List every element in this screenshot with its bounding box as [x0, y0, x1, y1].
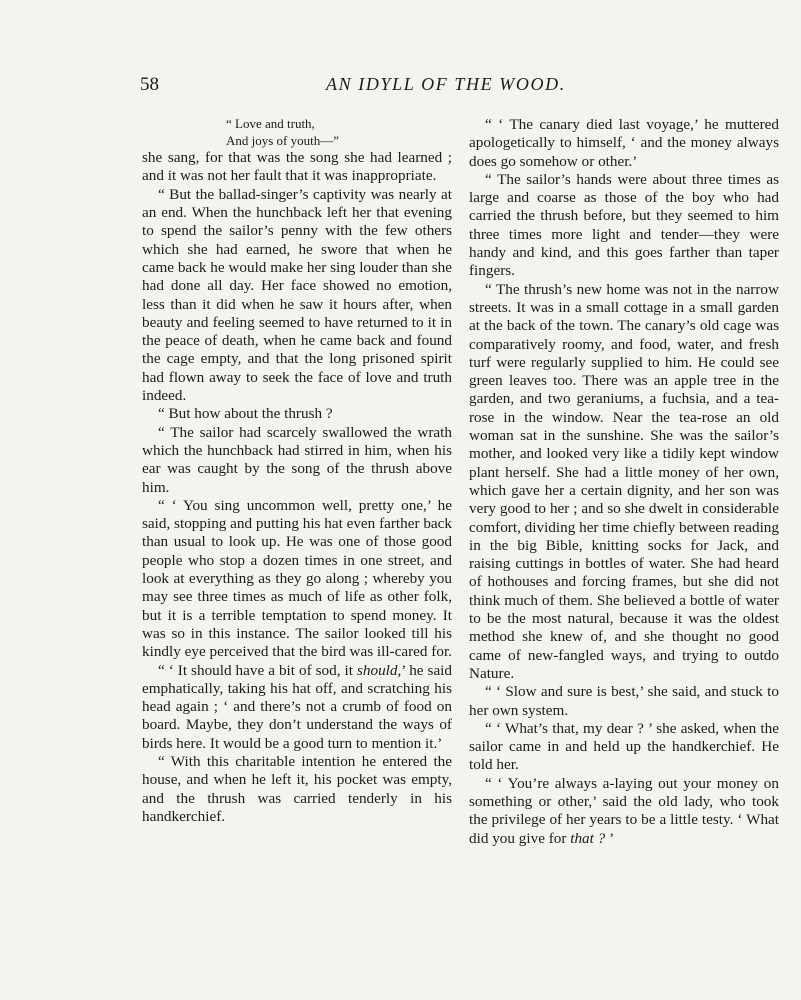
verse-line-1: “ Love and truth,: [226, 116, 315, 131]
paragraph: “ But the ballad-singer’s captivity was nearly at an end. When the hunchback left her that evening to spend the sailor’s penny with the few others which she had earned, he swore that when he came back he would make her sing louder than she had done all day. Her face showed no emotion, less than it did when he saw it hours after, when beauty and feeling seemed to have returned to it in the peace of death, when he came back and found the cage empty, and that the long prisoned spirit had flown away to seek the face of love and truth indeed.: [142, 185, 452, 405]
text-run: “ ‘ You’re always a-laying out your money on something or other,’ said the old lady, who took the privilege of her years to be a little testy. ‘ What did you give for: [469, 774, 779, 847]
paragraph: “ ‘ What’s that, my dear ? ’ she asked, when the sailor came in and held up the handkerchief. He told her.: [469, 719, 779, 774]
paragraph: “ But how about the thrush ?: [158, 405, 333, 423]
paragraph: “ ‘ You sing uncommon well, pretty one,’ he said, stopping and putting his hat even farther back than usual to look up. He was one of those good people who stop a dozen times in one street, and look at everything as they go along ; whereby you may see three times as much of life as other folk, but it is a terrible temptation to spend money. It was so in this instance. The sailor looked till his kindly eye perceived that the bird was ill-cared for.: [142, 496, 453, 661]
emphasis: should,: [356, 661, 402, 679]
paragraph: she sang, for that was the song she had learned ; and it was not her fault that it was inappropriate.: [142, 149, 452, 185]
paragraph: “ The sailor had scarcely swallowed the wrath which the hunchback had stirred in him, when his ear was caught by the song of the thrush above him.: [142, 423, 452, 496]
paragraph: [469, 775, 779, 848]
page-number: 58: [140, 74, 159, 95]
paragraph: “ The thrush’s new home was not in the narrow streets. It was in a small cottage in a small garden at the back of the town. The canary’s old cage was comparatively roomy, and food, water, and fresh turf were regularly supplied to him. He could see green leaves too. There was an apple tree in the garden, and two geraniums, a fuchsia, and a tea-rose in the window. Near the tea-rose an old woman sat in the sunshine. She was the sailor’s mother, and looked very like a tidily kept window plant herself. She had a little money of her own, which gave her a certain dignity, and her son was very good to her ; and so she dwelt in considerable comfort, dividing her time chiefly between reading in the big Bible, knitting socks for Jack, and raising cuttings in bottles of water. She had heard of hothouses and forcing frames, but she did not think much of them. She believed a bottle of water to be the most natural, because it was the oldest method she knew of, and she thought no good came of new-fangled ways, and trying to outdo Nature.: [469, 280, 779, 682]
paragraph: “ ‘ The canary died last voyage,’ he muttered apologetically to himself, ‘ and the money always does go somehow or other.’: [469, 116, 779, 170]
running-title: AN IDYLL OF THE WOOD.: [326, 74, 566, 94]
emphasis: that ?: [570, 829, 606, 847]
text-run: ’ he said emphatically, taking his hat off, and scratching his head again ; ‘ and there’s not a crumb of food on board. Maybe, they don’t understand the ways of birds here. It would be a good turn to mention it.’: [142, 661, 452, 752]
page-header: [140, 74, 780, 98]
paragraph: “ ‘ Slow and sure is best,’ she said, and stuck to her own system.: [469, 683, 779, 719]
verse-quote: [226, 116, 452, 149]
paragraph: “ With this charitable intention he entered the house, and when he left it, his pocket was empty, and the thrush was carried tenderly in his handkerchief.: [142, 752, 452, 825]
right-column: [469, 116, 779, 848]
left-column: [142, 116, 452, 826]
paragraph: [142, 662, 452, 753]
paragraph: “ The sailor’s hands were about three times as large and coarse as those of the boy who had carried the thrush before, but they seemed to him three times more light and tender—they were handy and kind, and this goes farther than taper fingers.: [469, 170, 779, 280]
text-run: ’: [605, 829, 615, 847]
verse-line-2: And joys of youth—”: [226, 132, 340, 148]
text-run: “ ‘ It should have a bit of sod, it: [158, 661, 357, 679]
